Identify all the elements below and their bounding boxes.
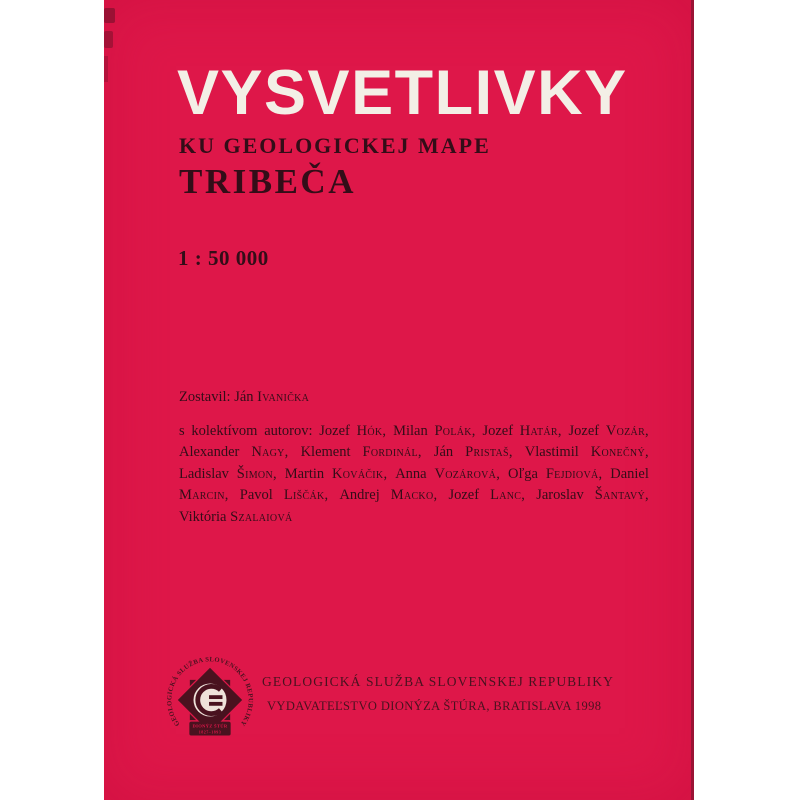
word: Andrej <box>339 487 380 504</box>
author-surname: Pristaš, <box>465 444 513 461</box>
word: Ján <box>433 444 454 461</box>
word: Daniel <box>610 465 649 482</box>
author-surname: Vozárová, <box>434 465 501 482</box>
scan-artifact <box>104 56 108 82</box>
word: Alexander <box>179 444 240 461</box>
authors-paragraph <box>179 421 649 528</box>
word: Oľga <box>507 465 538 482</box>
word: Jaroslav <box>536 487 584 504</box>
authors-line-1 <box>179 421 649 442</box>
logo-ring-text: GEOLOGICKÁ SLUŽBA SLOVENSKEJ REPUBLIKY <box>166 656 254 728</box>
authors-line-3 <box>179 464 649 485</box>
author-surname: Liščák, <box>283 487 329 504</box>
authors-line-4 <box>179 485 649 506</box>
scan-artifact <box>104 31 113 48</box>
word: kolektívom <box>191 423 258 439</box>
author-surname: Ivanička <box>257 389 310 405</box>
publisher-logo <box>162 652 258 748</box>
word: Klement <box>300 444 351 461</box>
author-surname: Šimon, <box>236 465 277 482</box>
word: Jozef <box>482 423 514 439</box>
word: autorov: <box>264 423 313 439</box>
author-surname: Macko, <box>390 487 438 504</box>
book-cover <box>104 0 694 800</box>
word: Vlastimil <box>524 444 579 461</box>
word: Martin <box>284 465 325 482</box>
logo-monogram-bar <box>209 702 222 706</box>
author-surname: Fordinál, <box>362 444 422 461</box>
word: Jozef <box>568 423 600 439</box>
word: Pavol <box>239 487 273 504</box>
word: s <box>179 423 185 439</box>
compiled-by-line <box>179 390 309 405</box>
author-surname: Kováčik, <box>332 465 388 482</box>
author-surname: Fejdiová, <box>545 465 603 482</box>
logo-monogram-bar <box>209 695 222 699</box>
author-surname: Hók, <box>356 423 387 439</box>
word: Anna <box>395 465 427 482</box>
institution-name: GEOLOGICKÁ SLUŽBA SLOVENSKEJ REPUBLIKY <box>262 674 614 689</box>
word: Jozef <box>448 487 480 504</box>
word: Milan <box>393 423 428 439</box>
word: Zostavil: <box>179 389 231 405</box>
word: Jozef <box>319 423 350 439</box>
author-surname: Konečný, <box>590 444 649 461</box>
author-surname: Határ, <box>519 423 562 439</box>
word: Viktória <box>179 508 227 525</box>
author-surname: Szalaiová <box>230 508 293 525</box>
logo-banner-name: DIONÝZ ŠTÚR <box>192 723 228 729</box>
author-surname: Vozár, <box>605 423 649 439</box>
book-subtitle: KU GEOLOGICKEJ MAPE <box>179 133 491 158</box>
author-surname: Nagy, <box>251 444 289 461</box>
authors-line-2 <box>179 442 649 463</box>
author-surname: Lanc, <box>490 487 526 504</box>
book-title: VYSVETLIVKY <box>177 58 628 128</box>
author-surname: Šantavý, <box>594 487 649 504</box>
word: Ladislav <box>179 465 229 482</box>
logo-banner-years: 1827–1893 <box>198 729 222 735</box>
author-surname: Polák, <box>434 423 476 439</box>
map-name: TRIBEČA <box>179 162 356 201</box>
imprint-line: VYDAVATEĽSTVO DIONÝZA ŠTÚRA, BRATISLAVA 1998 <box>267 699 602 713</box>
authors-line-5 <box>179 507 649 528</box>
map-scale: 1 : 50 000 <box>178 246 269 270</box>
scan-artifact <box>104 8 115 23</box>
word: Ján <box>234 389 254 405</box>
author-surname: Marcin, <box>179 487 229 504</box>
